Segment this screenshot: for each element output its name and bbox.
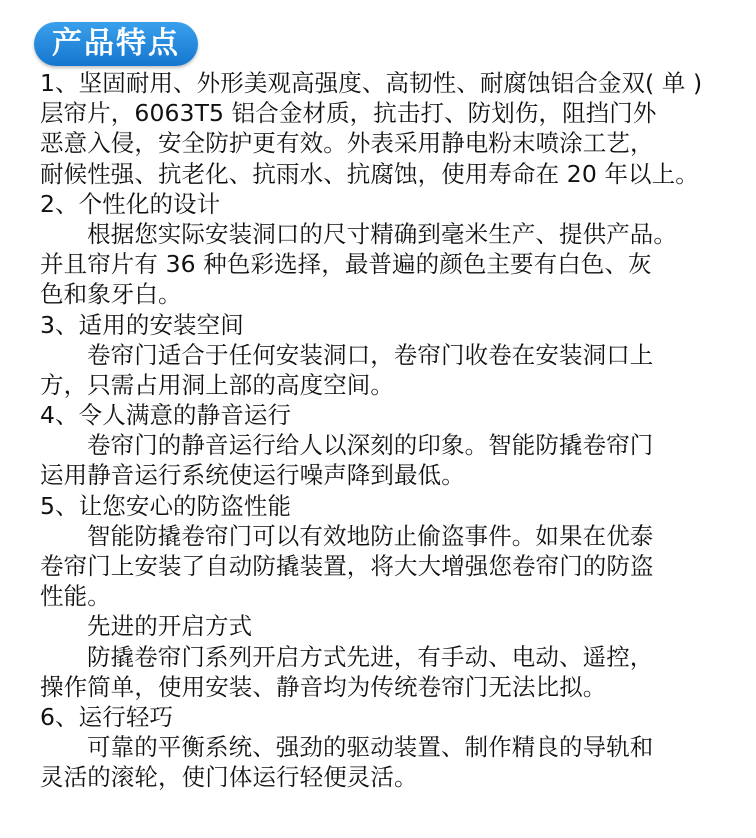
section-title-badge: 产品特点	[34, 22, 198, 66]
text-line: 性能。	[40, 582, 111, 611]
section-heading: 5、让您安心的防盗性能	[40, 491, 292, 520]
text-line: 灵活的滚轮，使门体运行轻便灵活。	[40, 763, 418, 792]
text-line: 操作简单，使用安装、静音均为传统卷帘门无法比拟。	[40, 672, 607, 701]
text-line: 根据您实际安装洞口的尺寸精确到毫米生产、提供产品。	[87, 219, 677, 248]
sub-heading: 先进的开启方式	[87, 612, 253, 641]
section-heading: 2、个性化的设计	[40, 189, 221, 218]
text-line: 并且帘片有 36 种色彩选择，最普遍的颜色主要有白色、灰	[40, 250, 652, 279]
section-heading: 6、运行轻巧	[40, 702, 174, 731]
text-line: 智能防撬卷帘门可以有效地防止偷盗事件。如果在优泰	[87, 521, 654, 550]
text-line: 卷帘门上安装了自动防撬装置，将大大增强您卷帘门的防盗	[40, 552, 654, 580]
section-heading: 3、适用的安装空间	[40, 310, 244, 339]
text-line: 方，只需占用洞上部的高度空间。	[40, 370, 394, 399]
text-line: 防撬卷帘门系列开启方式先进，有手动、电动、遥控，	[87, 642, 654, 671]
text-line: 运用静音运行系统使运行噪声降到最低。	[40, 461, 465, 490]
text-line: 可靠的平衡系统、强劲的驱动装置、制作精良的导轨和	[87, 733, 654, 762]
text-line: 色和象牙白。	[40, 280, 182, 309]
section-heading: 4、令人满意的静音运行	[40, 401, 292, 430]
text-line: 层帘片，6063T5 铝合金材质，抗击打、防划伤，阻挡门外	[40, 99, 657, 128]
text-line: 卷帘门的静音运行给人以深刻的印象。智能防撬卷帘门	[87, 431, 654, 460]
text-line: 卷帘门适合于任何安装洞口，卷帘门收卷在安装洞口上	[87, 340, 654, 369]
text-line: 恶意入侵，安全防护更有效。外表采用静电粉末喷涂工艺，	[40, 129, 654, 158]
text-line: 耐候性强、抗老化、抗雨水、抗腐蚀，使用寿命在 20 年以上。	[40, 159, 699, 188]
feature-text-block	[40, 68, 740, 793]
text-line: 1、坚固耐用、外形美观高强度、高韧性、耐腐蚀铝合金双( 单 )	[40, 69, 703, 97]
